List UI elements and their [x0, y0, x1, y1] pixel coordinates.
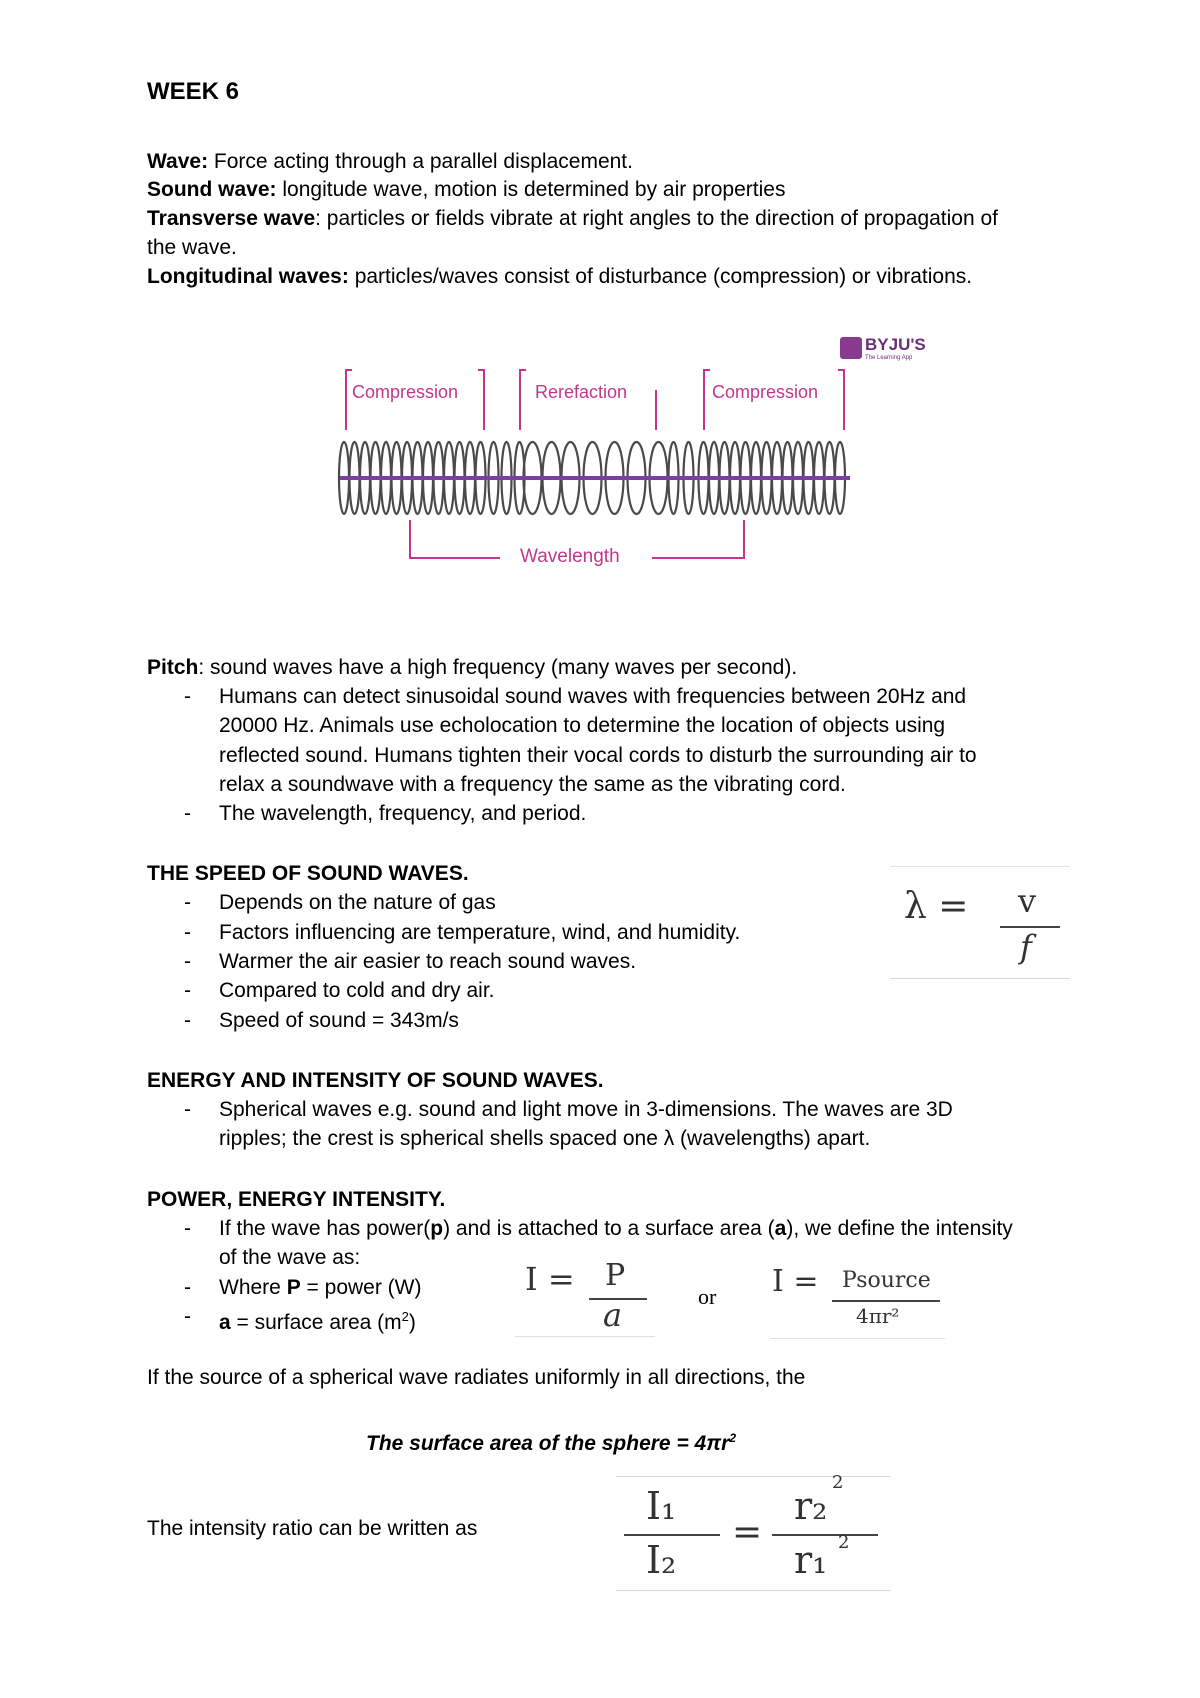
- logo-text: BYJU'S: [865, 335, 926, 354]
- energy-bullet-line-1: Spherical waves e.g. sound and light move in 3-dimensions. The waves are 3D: [219, 1098, 953, 1121]
- formula-intensity-ratio: [616, 1472, 890, 1594]
- pitch-bullet-1-line-4: relax a soundwave with a frequency the same as the vibrating cord.: [219, 773, 846, 796]
- definition-text: the wave.: [147, 236, 237, 259]
- longitudinal-wave-diagram: [330, 330, 950, 570]
- power-bullet-2: [219, 1274, 421, 1302]
- bullet-dash: -: [184, 1098, 191, 1121]
- formula-denominator: a: [603, 1296, 623, 1334]
- formula-lhs: I =: [525, 1260, 575, 1298]
- spherical-text: If the source of a spherical wave radiates uniformly in all directions, the: [147, 1366, 806, 1389]
- bullet-dash: -: [184, 979, 191, 1002]
- definition-term: Transverse wave: [147, 207, 316, 230]
- ratio-equals: =: [732, 1512, 763, 1553]
- power-bullet-3: [219, 1303, 416, 1337]
- bullet-dash: -: [184, 891, 191, 914]
- formula-denominator: f: [1020, 928, 1032, 966]
- text: ): [408, 1311, 416, 1334]
- speed-bullet-5: Speed of sound = 343m/s: [219, 1009, 459, 1032]
- definition-text: : particles or fields vibrate at right angles to the direction of propagation of: [315, 207, 999, 230]
- pitch-line: [147, 654, 797, 682]
- wave-diagram-svg: [330, 330, 950, 570]
- symbol-p: p: [430, 1217, 444, 1240]
- formula-numerator: P: [605, 1258, 626, 1293]
- pitch-text: : sound waves have a high frequency (many waves per second).: [198, 656, 798, 679]
- logo-subtext: The Learning App: [865, 355, 913, 361]
- energy-bullet-line-2: ripples; the crest is spherical shells spaced one λ (wavelengths) apart.: [219, 1127, 871, 1150]
- ratio-denominator-left: I₂: [646, 1538, 677, 1582]
- ratio-numerator-right: r₂: [794, 1484, 828, 1528]
- definition-text: longitude wave, motion is determined by air properties: [276, 178, 786, 201]
- definition-transverse-cont: [147, 234, 237, 262]
- bullet-dash: -: [184, 921, 191, 944]
- formula-numerator: Psource: [842, 1268, 931, 1293]
- text: ) and is attached to a surface area (: [443, 1217, 775, 1240]
- bullet-dash: -: [184, 1276, 191, 1299]
- paper-rule: [890, 866, 1070, 867]
- formula-wavelength: [890, 860, 1070, 985]
- power-bullet-1-line-2: of the wave as:: [219, 1246, 361, 1269]
- ratio-sup-top: 2: [832, 1472, 844, 1493]
- text: = surface area (m: [230, 1311, 402, 1334]
- definition-longitudinal: [147, 263, 972, 291]
- pitch-bullet-1-line-2: 20000 Hz. Animals use echolocation to determine the location of objects using: [219, 714, 946, 737]
- text: ), we define the intensity: [786, 1217, 1013, 1240]
- text: Where: [219, 1276, 287, 1299]
- speed-bullet-3: Warmer the air easier to reach sound waves.: [219, 950, 637, 973]
- definition-sound-wave: [147, 176, 785, 204]
- superscript: 2: [729, 1431, 737, 1445]
- ratio-text: The intensity ratio can be written as: [147, 1517, 478, 1540]
- pitch-term: Pitch: [147, 656, 199, 679]
- formula-intensity-1: [515, 1258, 655, 1340]
- power-bullet-1: [219, 1215, 1013, 1243]
- formula-intensity-2: [770, 1262, 945, 1342]
- speed-heading: THE SPEED OF SOUND WAVES.: [147, 862, 469, 885]
- ratio-denominator-right: r₁: [794, 1538, 828, 1582]
- bullet-dash: -: [184, 950, 191, 973]
- definition-text: particles/waves consist of disturbance (compression) or vibrations.: [348, 265, 973, 288]
- bullet-dash: -: [184, 1009, 191, 1032]
- paper-rule: [515, 1336, 655, 1337]
- formula-numerator: v: [1018, 882, 1037, 920]
- ratio-sup-bottom: 2: [838, 1532, 850, 1553]
- or-text: or: [698, 1284, 717, 1309]
- fraction-bar: [832, 1300, 940, 1302]
- paper-rule: [890, 978, 1070, 979]
- paper-rule: [616, 1476, 890, 1477]
- superscript: 2: [401, 1309, 409, 1324]
- label-wavelength: Wavelength: [520, 546, 620, 567]
- pitch-bullet-2: The wavelength, frequency, and period.: [219, 802, 587, 825]
- label-compression-2: Compression: [712, 382, 819, 402]
- definition-wave: [147, 148, 633, 176]
- bullet-dash: -: [184, 1217, 191, 1240]
- paper-rule: [616, 1590, 890, 1591]
- text: The surface area of the sphere = 4πr: [366, 1432, 730, 1455]
- text: = power (W): [300, 1276, 422, 1299]
- page-title: WEEK 6: [147, 78, 240, 105]
- definition-transverse-wave: [147, 205, 998, 233]
- definition-term: Longitudinal waves:: [147, 265, 349, 288]
- symbol-a: a: [219, 1311, 231, 1334]
- bullet-dash: -: [184, 1305, 191, 1328]
- fraction-bar-right: [772, 1534, 878, 1536]
- definition-text: Force acting through a parallel displacement.: [208, 150, 633, 173]
- symbol-a: a: [774, 1217, 787, 1240]
- definition-term: Sound wave:: [147, 178, 277, 201]
- text: If the wave has power(: [219, 1217, 431, 1240]
- power-heading: POWER, ENERGY INTENSITY.: [147, 1188, 446, 1211]
- pitch-bullet-1: Humans can detect sinusoidal sound waves with frequencies between 20Hz and: [219, 685, 967, 708]
- energy-heading: ENERGY AND INTENSITY OF SOUND WAVES.: [147, 1069, 604, 1092]
- symbol-P: P: [286, 1276, 301, 1299]
- definition-term: Wave:: [147, 150, 209, 173]
- paper-rule: [770, 1338, 945, 1339]
- bullet-dash: -: [184, 685, 191, 708]
- formula-lhs: I =: [772, 1264, 819, 1299]
- ratio-numerator-left: I₁: [646, 1484, 677, 1528]
- fraction-bar-left: [624, 1534, 720, 1536]
- pitch-bullet-1-line-3: reflected sound. Humans tighten their vocal cords to disturb the surrounding air to: [219, 744, 977, 767]
- speed-bullet-4: Compared to cold and dry air.: [219, 979, 495, 1002]
- surface-area-formula: [366, 1424, 736, 1458]
- speed-bullet-2: Factors influencing are temperature, wind, and humidity.: [219, 921, 741, 944]
- label-rarefaction: Rerefaction: [535, 382, 628, 402]
- label-compression-1: Compression: [352, 382, 459, 402]
- formula-denominator: 4πr²: [856, 1304, 900, 1328]
- bullet-dash: -: [184, 802, 191, 825]
- speed-bullet-1: Depends on the nature of gas: [219, 891, 496, 914]
- formula-lhs: λ =: [904, 886, 969, 927]
